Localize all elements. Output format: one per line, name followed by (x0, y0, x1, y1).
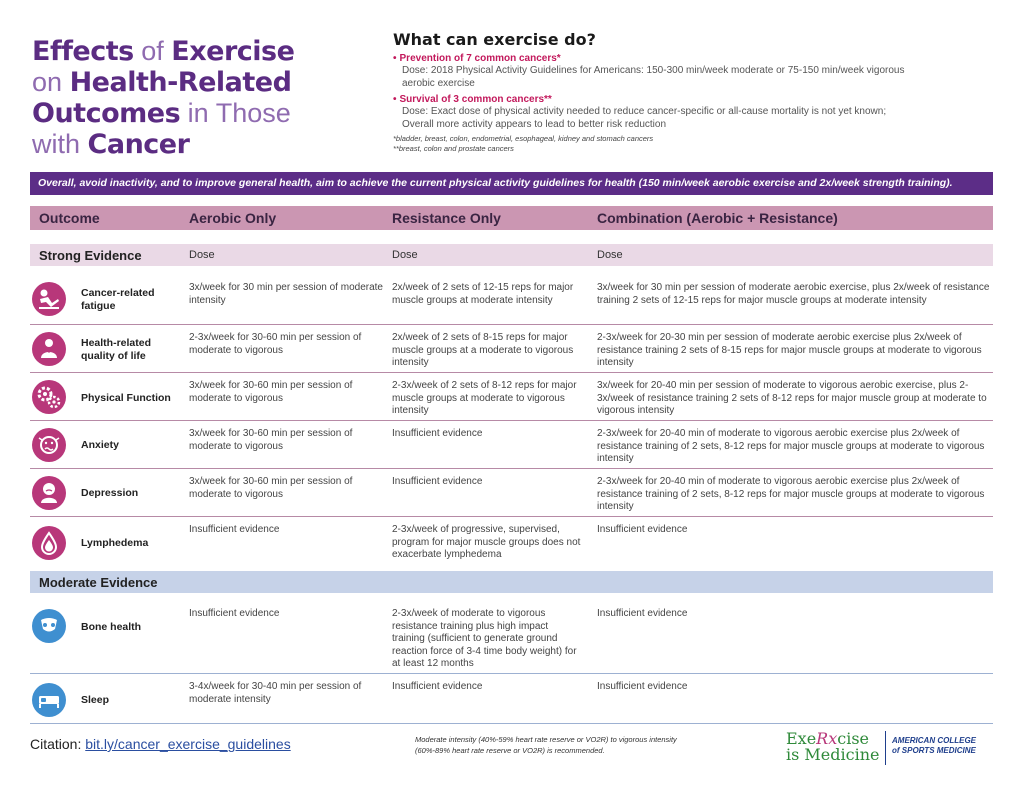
header-outcome: Outcome (39, 210, 100, 226)
outcome-label: Physical Function (81, 392, 171, 404)
logo-text: is Medicine (786, 745, 880, 764)
table-row (30, 518, 993, 568)
survival-dose: Dose: Exact dose of physical activity needed to reduce cancer-specific or all-cause mortality is not yet known; Overall more activity appears to lead to better risk reduction (402, 106, 887, 130)
logo-text: Exe (786, 729, 817, 748)
combination-dose: 2-3x/week for 20-40 min of moderate to vigorous aerobic exercise plus 2x/week of resistance training of 2 sets, 8-12 reps for major muscle groups at moderate to vigorous intensity (597, 428, 985, 464)
what-can-exercise-do-section (393, 30, 993, 154)
resistance-dose: Insufficient evidence (392, 476, 483, 487)
intensity-footnote: Moderate intensity (40%-59% heart rate reserve or VO2R) to vigorous intensity (60%-89% heart rate reserve or VO2R) is recommended. (415, 735, 677, 755)
prevention-heading (393, 53, 993, 64)
lymphedema-icon (32, 526, 66, 560)
outcome-label: Sleep (81, 694, 110, 706)
aerobic-dose: Insufficient evidence (189, 608, 280, 619)
moderate-evidence-label: Moderate Evidence (39, 575, 158, 590)
table-header (30, 206, 993, 230)
logo-text: AMERICAN COLLEGE (892, 736, 976, 745)
table-row (30, 470, 993, 517)
header-aerobic: Aerobic Only (189, 210, 277, 226)
bone-icon (32, 609, 66, 643)
combination-dose: 2-3x/week for 20-40 min of moderate to vigorous aerobic exercise plus 2x/week of resistance training of 2 sets, 8-12 reps for major muscle groups at moderate to vigorous intensity (597, 476, 985, 512)
resistance-dose: 2-3x/week of progressive, supervised, program for major muscle groups does not exacerbate lymphedema (392, 524, 581, 560)
aerobic-dose: 2-3x/week for 30-60 min per session of moderate to vigorous (189, 332, 362, 356)
resistance-dose: 2-3x/week of 2 sets of 8-12 reps for major muscle groups at moderate to vigorous intensity (392, 380, 577, 416)
aerobic-dose: 3-4x/week for 30-40 min per session of moderate intensity (189, 681, 362, 705)
combination-dose: Insufficient evidence (597, 608, 688, 619)
table-row (30, 326, 993, 373)
table-row (30, 602, 993, 674)
title-word: Outcomes (32, 98, 181, 129)
aerobic-dose: 3x/week for 30-60 min per session of moderate to vigorous (189, 428, 353, 452)
citation-label: Citation: (30, 736, 82, 752)
citation (30, 736, 291, 752)
depression-icon (32, 476, 66, 510)
header-combination: Combination (Aerobic + Resistance) (597, 210, 838, 226)
title-word: Health-Related (69, 67, 292, 98)
aerobic-dose: 3x/week for 30-60 min per session of moderate to vigorous (189, 476, 353, 500)
outcome-label: Depression (81, 487, 139, 499)
footnote-2: **breast, colon and prostate cancers (393, 144, 514, 153)
combination-dose: Insufficient evidence (597, 681, 688, 692)
guideline-banner: Overall, avoid inactivity, and to improve general health, aim to achieve the current physical activity guidelines for health (150 min/week aerobic exercise and 2x/week strength training). (30, 172, 993, 195)
combination-dose: 2-3x/week for 20-30 min per session of moderate aerobic exercise plus 2x/week of resistance training 2 sets of 8-15 reps for major muscle groups at moderate to vigorous intensity (597, 332, 982, 368)
title-word: on (32, 67, 63, 97)
header-resistance: Resistance Only (392, 210, 501, 226)
resistance-dose: 2x/week of 2 sets of 12-15 reps for major muscle groups at moderate intensity (392, 282, 574, 306)
logo-text: cise (837, 729, 870, 748)
quality-of-life-icon (32, 332, 66, 366)
aerobic-dose: Insufficient evidence (189, 524, 280, 535)
aerobic-dose: 3x/week for 30-60 min per session of moderate to vigorous (189, 380, 353, 404)
resistance-dose: Insufficient evidence (392, 681, 483, 692)
section-heading: What can exercise do? (393, 30, 596, 49)
exercise-is-medicine-logo (786, 731, 879, 763)
table-row (30, 422, 993, 469)
logo-divider (885, 731, 886, 765)
table-row (30, 276, 993, 325)
gears-icon (32, 380, 66, 414)
citation-link[interactable]: bit.ly/cancer_exercise_guidelines (85, 736, 291, 752)
outcome-label: Bone health (81, 621, 142, 633)
prevention-heading-text: Prevention of 7 common cancers* (399, 53, 561, 64)
logo-text: of SPORTS MEDICINE (892, 746, 976, 755)
strong-evidence-band (30, 244, 993, 266)
combination-dose: 3x/week for 20-40 min per session of moderate to vigorous aerobic exercise, plus 2-3x/week of resistance training 2 sets of 8-12 reps for major muscle group at moderate to vigorous intensity (597, 380, 987, 416)
anxiety-icon (32, 428, 66, 462)
footnotes (393, 134, 993, 154)
outcome-label: Anxiety (81, 439, 119, 451)
table-row (30, 374, 993, 421)
title-word: Effects (32, 36, 134, 67)
moderate-evidence-band (30, 571, 993, 593)
title-word: Cancer (87, 129, 190, 160)
title-word: Exercise (171, 36, 295, 67)
bed-icon (32, 683, 66, 717)
dose-label: Dose (597, 249, 623, 261)
outcome-label: Lymphedema (81, 537, 149, 549)
survival-heading (393, 94, 993, 105)
aerobic-dose: 3x/week for 30 min per session of moderate intensity (189, 282, 383, 306)
page-title (32, 36, 362, 160)
dose-label: Dose (392, 249, 418, 261)
title-word: with (32, 129, 81, 159)
fatigue-icon (32, 282, 66, 316)
rx-icon: Rx (816, 729, 838, 748)
survival-heading-text: Survival of 3 common cancers** (399, 94, 552, 105)
combination-dose: Insufficient evidence (597, 524, 688, 535)
prevention-dose: Dose: 2018 Physical Activity Guidelines for Americans: 150-300 min/week moderate or 75-150 min/week vigorous aerobic exercise (402, 65, 905, 89)
acsm-logo (892, 736, 976, 756)
strong-evidence-label: Strong Evidence (39, 248, 142, 263)
footer-divider (30, 723, 993, 724)
title-word: in Those (187, 98, 291, 128)
combination-dose: 3x/week for 30 min per session of moderate aerobic exercise, plus 2x/week of resistance training 2 sets of 12-15 reps for major muscle groups at moderate intensity (597, 282, 990, 306)
outcome-label: Health-related quality of life (81, 337, 152, 362)
bullet-icon: • (393, 53, 397, 64)
table-row (30, 675, 993, 717)
dose-label: Dose (189, 249, 215, 261)
resistance-dose: 2x/week of 2 sets of 8-15 reps for major muscle groups at a moderate to vigorous intensity (392, 332, 574, 368)
footnote-1: *bladder, breast, colon, endometrial, esophageal, kidney and stomach cancers (393, 134, 654, 143)
bullet-icon: • (393, 94, 397, 105)
resistance-dose: 2-3x/week of moderate to vigorous resistance training plus high impact training (sufficient to generate ground reaction force of 3-4 time body weight) for at least 12 months (392, 608, 577, 669)
resistance-dose: Insufficient evidence (392, 428, 483, 439)
outcome-label: Cancer-related fatigue (81, 287, 155, 312)
title-word: of (141, 36, 164, 66)
